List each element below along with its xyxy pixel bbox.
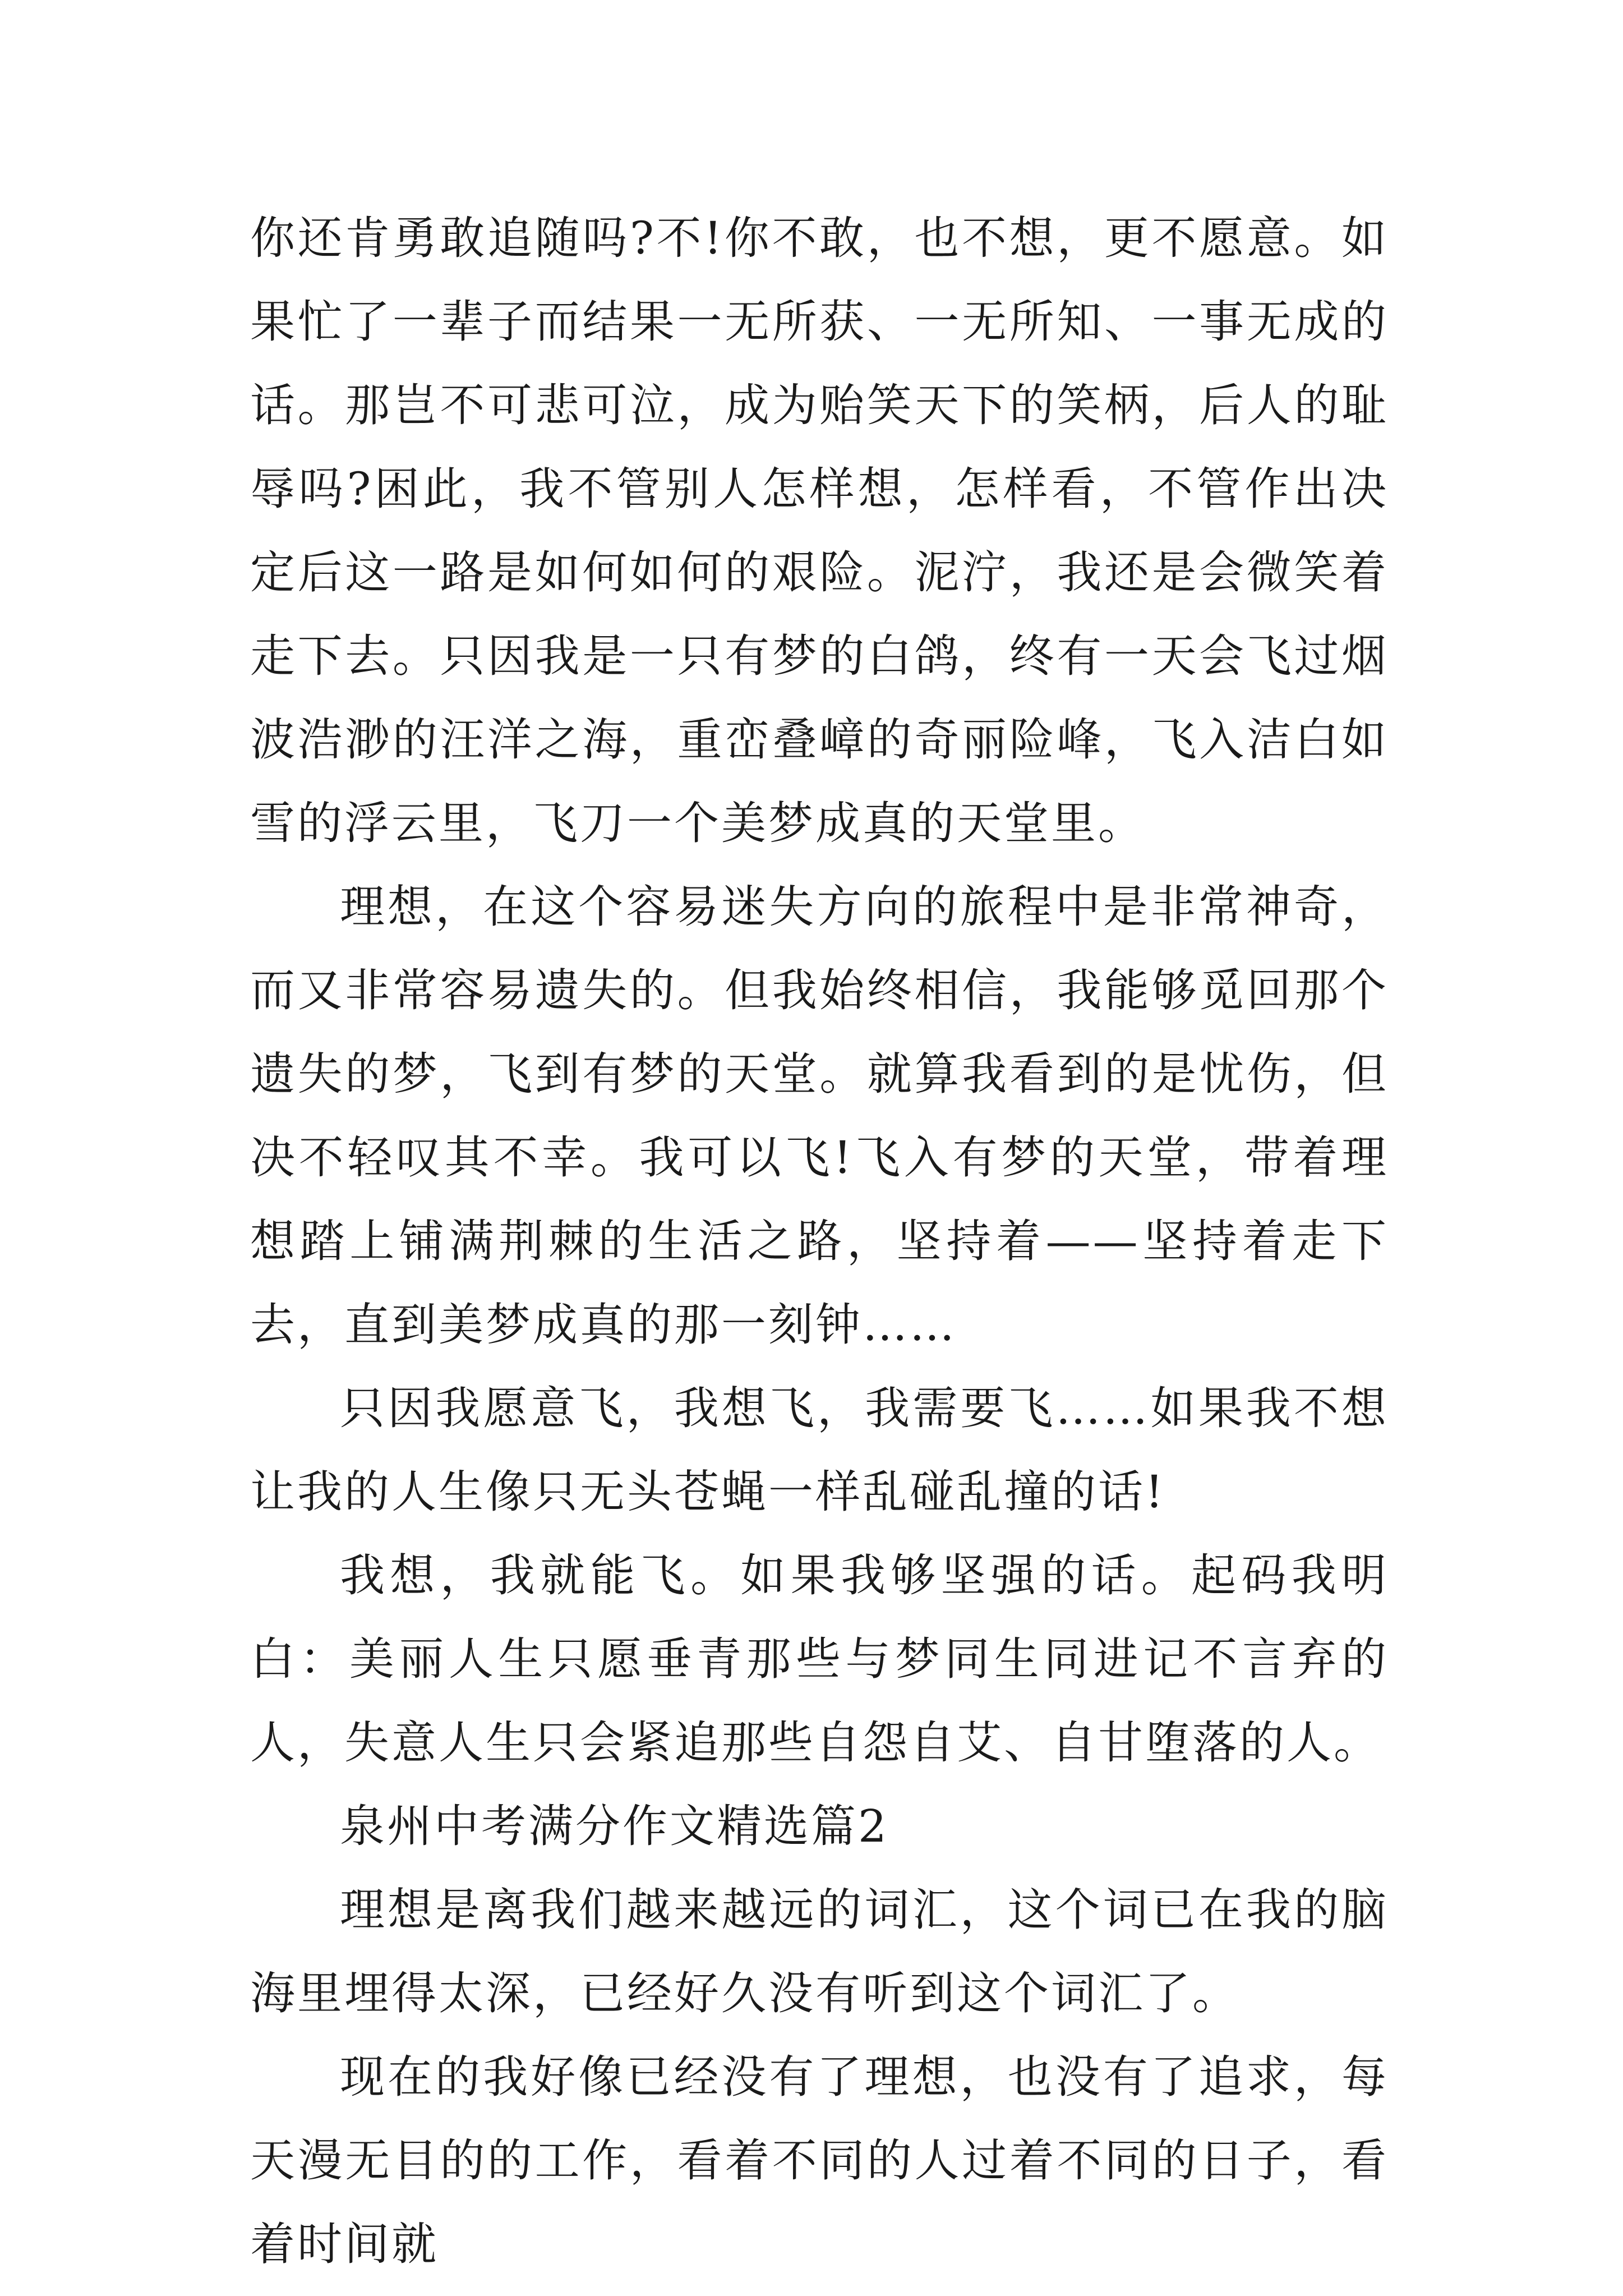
section-heading: 泉州中考满分作文精选篇2	[340, 1800, 889, 1852]
body-text	[250, 196, 1389, 2286]
paragraph-5: 理想是离我们越来越远的词汇，这个词已在我的脑海里埋得太深，已经好久没有听到这个词汇了。	[250, 1884, 1389, 2019]
paragraph-6: 现在的我好像已经没有了理想，也没有了追求，每天漫无目的的工作，看着不同的人过着不同的日子，看着时间就	[250, 2051, 1389, 2270]
paragraph-4: 我想，我就能飞。如果我够坚强的话。起码我明白：美丽人生只愿垂青那些与梦同生同进记不言弃的人，失意人生只会紧追那些自怨自艾、自甘堕落的人。	[250, 1549, 1389, 1769]
paragraph-1: 你还肯勇敢追随吗?不!你不敢，也不想，更不愿意。如果忙了一辈子而结果一无所获、一无所知、一事无成的话。那岂不可悲可泣，成为贻笑天下的笑柄，后人的耻辱吗?困此，我不管别人怎样想，怎样看，不管作出决定后这一路是如何如何的艰险。泥泞，我还是会微笑着走下去。只因我是一只有梦的白鸽，终有一天会飞过烟波浩渺的汪洋之海，重峦叠嶂的奇丽险峰，飞入洁白如雪的浮云里，飞刀一个美梦成真的天堂里。	[250, 212, 1389, 849]
paragraph-2: 理想，在这个容易迷失方向的旅程中是非常神奇，而又非常容易遗失的。但我始终相信，我能够觅回那个遗失的梦，飞到有梦的天堂。就算我看到的是忧伤，但决不轻叹其不幸。我可以飞!飞入有梦的天堂，带着理想踏上铺满荆棘的生活之路，坚持着——坚持着走下去，直到美梦成真的那一刻钟……	[250, 881, 1389, 1351]
paragraph-3: 只因我愿意飞，我想飞，我需要飞……如果我不想让我的人生像只无头苍蝇一样乱碰乱撞的话!	[250, 1382, 1389, 1518]
